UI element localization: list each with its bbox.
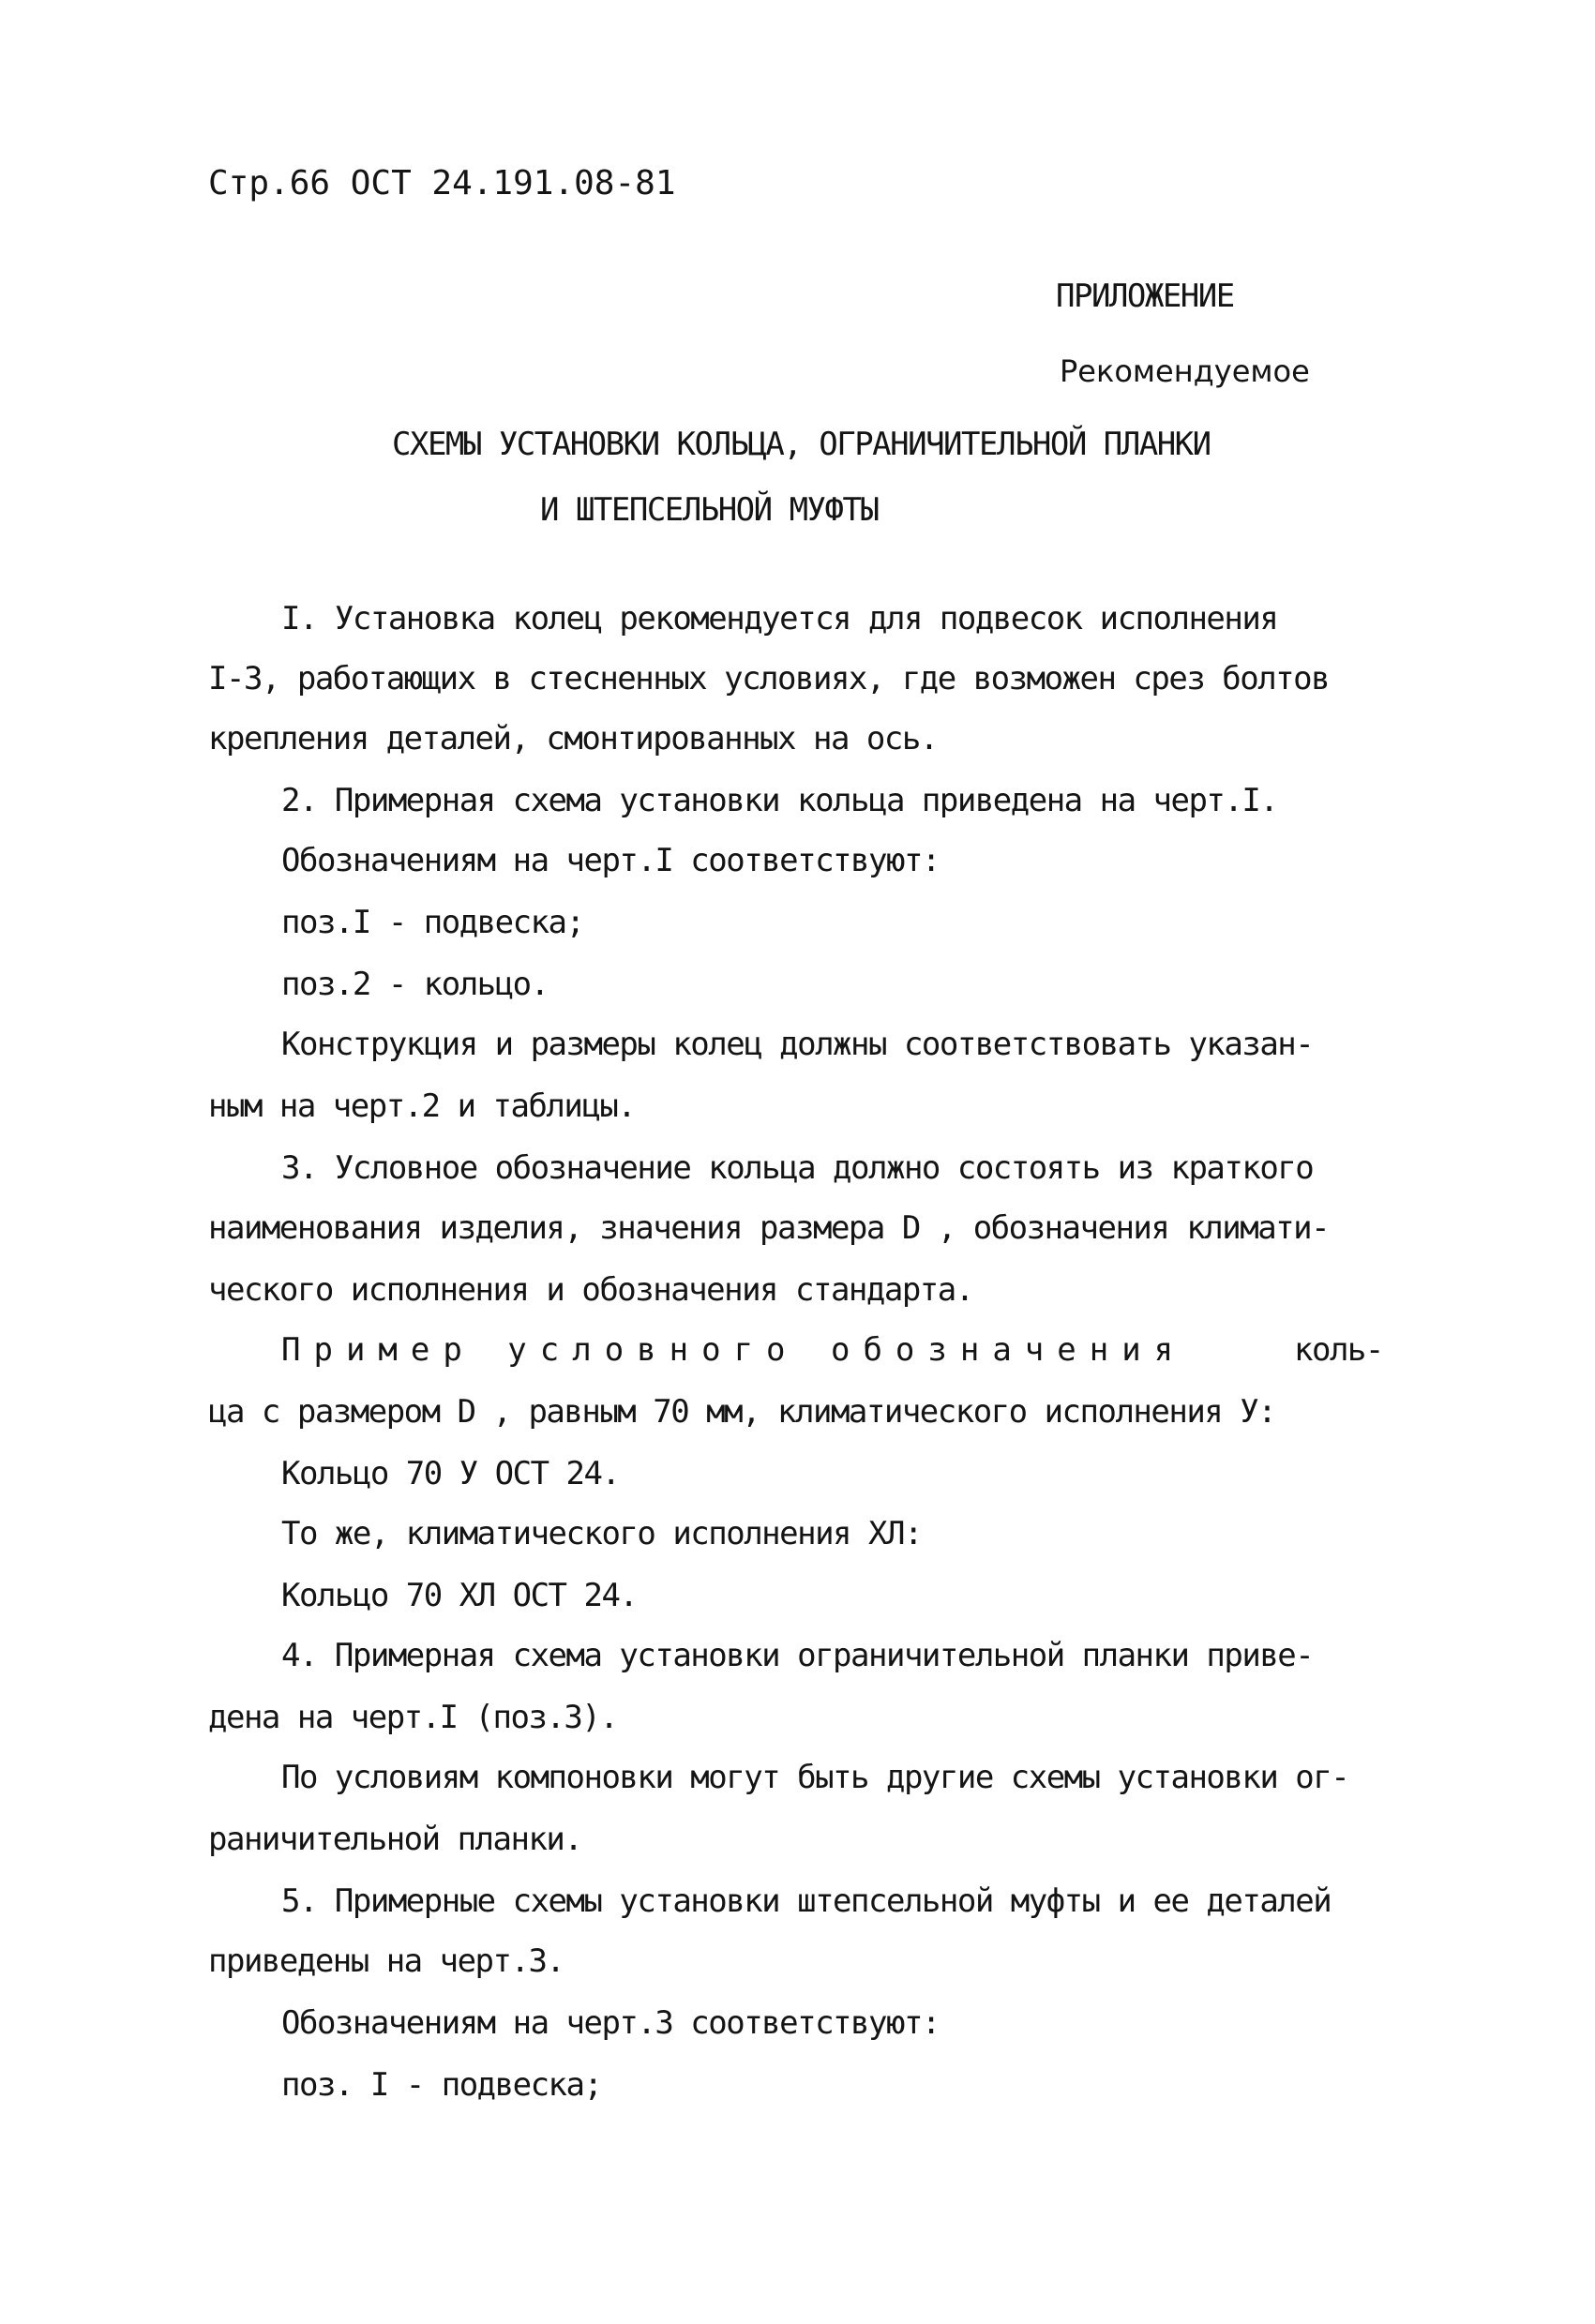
body-line: приведены на черт.3. xyxy=(208,1942,564,1980)
appendix-label: ПРИЛОЖЕНИЕ xyxy=(1056,277,1234,315)
body-line: ным на черт.2 и таблицы. xyxy=(208,1087,636,1125)
body-line: дена на черт.I (поз.3). xyxy=(208,1699,618,1736)
body-line: ца с размером D , равным 70 мм, климатического исполнения У: xyxy=(208,1393,1276,1431)
appendix-type: Рекомендуемое xyxy=(1060,353,1310,389)
example-heading-suffix: коль- xyxy=(1294,1331,1383,1369)
body-line: 5. Примерные схемы установки штепсельной муфты и ее деталей xyxy=(281,1882,1332,1920)
document-title-line-1: СХЕМЫ УСТАНОВКИ КОЛЬЦА, ОГРАНИЧИТЕЛЬНОЙ ПЛАНКИ xyxy=(392,426,1211,463)
body-line: 2. Примерная схема установки кольца приведена на черт.I. xyxy=(281,782,1278,819)
example-heading: Пример условного обозначения xyxy=(281,1331,1187,1369)
body-line: Обозначениям на черт.3 соответствуют: xyxy=(281,2004,940,2042)
body-line: 3. Условное обозначение кольца должно состоять из краткого xyxy=(281,1149,1314,1187)
body-line: Конструкция и размеры колец должны соответствовать указан- xyxy=(281,1026,1314,1063)
body-line: поз.2 - кольцо. xyxy=(281,966,549,1003)
body-line: наименования изделия, значения размера D , обозначения климати- xyxy=(208,1209,1330,1247)
body-line: поз. I - подвеска; xyxy=(281,2066,602,2104)
body-line: ческого исполнения и обозначения стандарта. xyxy=(208,1271,973,1309)
body-line: 4. Примерная схема установки ограничительной планки приве- xyxy=(281,1637,1314,1674)
body-line: То же, климатического исполнения ХЛ: xyxy=(281,1515,922,1552)
body-line: поз.I - подвеска; xyxy=(281,904,584,941)
body-line: I. Установка колец рекомендуется для подвесок исполнения xyxy=(281,600,1278,637)
body-line: Обозначениям на черт.I соответствуют: xyxy=(281,842,940,879)
body-line: раничительной планки. xyxy=(208,1821,582,1858)
body-line: Кольцо 70 ХЛ ОСТ 24. xyxy=(281,1577,638,1614)
body-line: По условиям компоновки могут быть другие схемы установки ог- xyxy=(281,1759,1349,1796)
body-line: крепления деталей, смонтированных на ось. xyxy=(208,720,938,757)
body-line: I-3, работающих в стесненных условиях, где возможен срез болтов xyxy=(208,660,1330,697)
page-header: Стр.66 ОСТ 24.191.08-81 xyxy=(208,164,676,202)
document-title-line-2: И ШТЕПСЕЛЬНОЙ МУФТЫ xyxy=(540,491,879,529)
body-line: Кольцо 70 У ОСТ 24. xyxy=(281,1455,620,1492)
